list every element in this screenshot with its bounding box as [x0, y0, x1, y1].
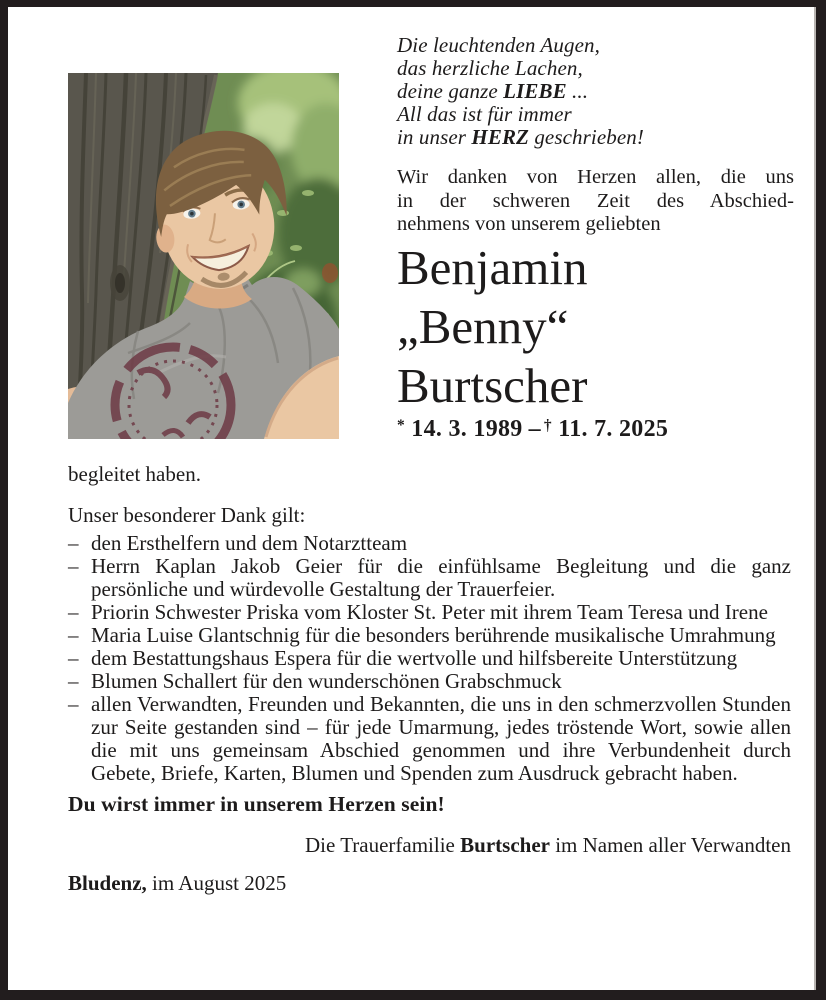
death-date: 11. 7. 2025	[558, 416, 669, 442]
intro-line: in der schweren Zeit des Abschied-	[397, 189, 794, 212]
name-line-nickname: „Benny“	[397, 299, 569, 354]
birth-star-symbol: *	[397, 416, 405, 434]
city-name: Bludenz,	[68, 871, 147, 895]
dates-separator: –	[528, 416, 541, 442]
portrait-photo	[68, 73, 339, 439]
intro-paragraph	[397, 166, 794, 237]
thanks-item: – Blumen Schallert für den wunderschönen Grabschmuck	[68, 669, 562, 693]
list-dash: –	[68, 554, 79, 578]
family-surname: Burtscher	[460, 832, 550, 857]
list-dash: –	[68, 531, 79, 555]
farewell-line: Du wirst immer in unserem Herzen sein!	[68, 792, 445, 816]
thanks-item: – den Ersthelfern und dem Notarztteam	[68, 531, 408, 555]
name-line-last: Burtscher	[397, 358, 588, 413]
list-dash: –	[68, 623, 79, 647]
death-cross-symbol: †	[543, 416, 552, 434]
thanks-item: – dem Bestattungshaus Espera für die wertvolle und hilfsbereite Unterstützung	[68, 646, 738, 670]
list-dash: –	[68, 600, 79, 624]
lower-text-block	[68, 463, 791, 896]
poem-line: All das ist für immer	[397, 102, 572, 126]
name-line-first: Benjamin	[397, 240, 588, 295]
deceased-name	[397, 238, 588, 415]
obituary-card	[8, 7, 816, 990]
poem-line: Die leuchtenden Augen,	[397, 33, 600, 57]
list-dash: –	[68, 646, 79, 670]
thanks-item: – allen Verwandten, Freunden und Bekannten, die uns in den schmerzvollen Stunden zur Seite gestanden sind – für jede Umarmung, jedes tröstende Wort, sowie allen die mit uns gemeinsam Abschied genommen und ihre Verbundenheit durch Gebete, Briefe, Karten, Blumen und Spenden zum Ausdruck gebracht haben.	[68, 692, 791, 785]
poem-line: das herzliche Lachen,	[397, 56, 583, 80]
life-dates	[397, 416, 668, 443]
poem-line: deine ganze LIEBE ...	[397, 79, 589, 103]
birth-date: 14. 3. 1989	[411, 416, 523, 442]
thanks-item: – Priorin Schwester Priska vom Kloster St. Peter mit ihrem Team Teresa und Irene	[68, 600, 768, 624]
thanks-item: – Maria Luise Glantschnig für die besonders berührende musikalische Umrahmung	[68, 623, 776, 647]
intro-line: Wir danken von Herzen allen, die uns	[397, 166, 794, 188]
family-signature: Die Trauerfamilie Burtscher im Namen aller Verwandten	[305, 832, 791, 857]
sentence-continuation: begleitet haben.	[68, 462, 201, 486]
place-and-date: Bludenz, im August 2025	[68, 871, 287, 895]
bark-knot-core	[115, 273, 125, 293]
list-dash: –	[68, 692, 79, 716]
poem-line: in unser HERZ geschrieben!	[397, 125, 644, 149]
red-leaf-accent	[322, 263, 338, 283]
intro-line: nehmens von unserem geliebten	[397, 213, 661, 235]
memorial-poem	[397, 34, 644, 149]
thanks-heading: Unser besonderer Dank gilt:	[68, 502, 306, 527]
thanks-item: – Herrn Kaplan Jakob Geier für die einfühlsame Begleitung und die ganz persönliche und würdevolle Gestaltung der Trauerfeier.	[68, 554, 791, 601]
thanks-list	[68, 532, 791, 785]
list-dash: –	[68, 669, 79, 693]
